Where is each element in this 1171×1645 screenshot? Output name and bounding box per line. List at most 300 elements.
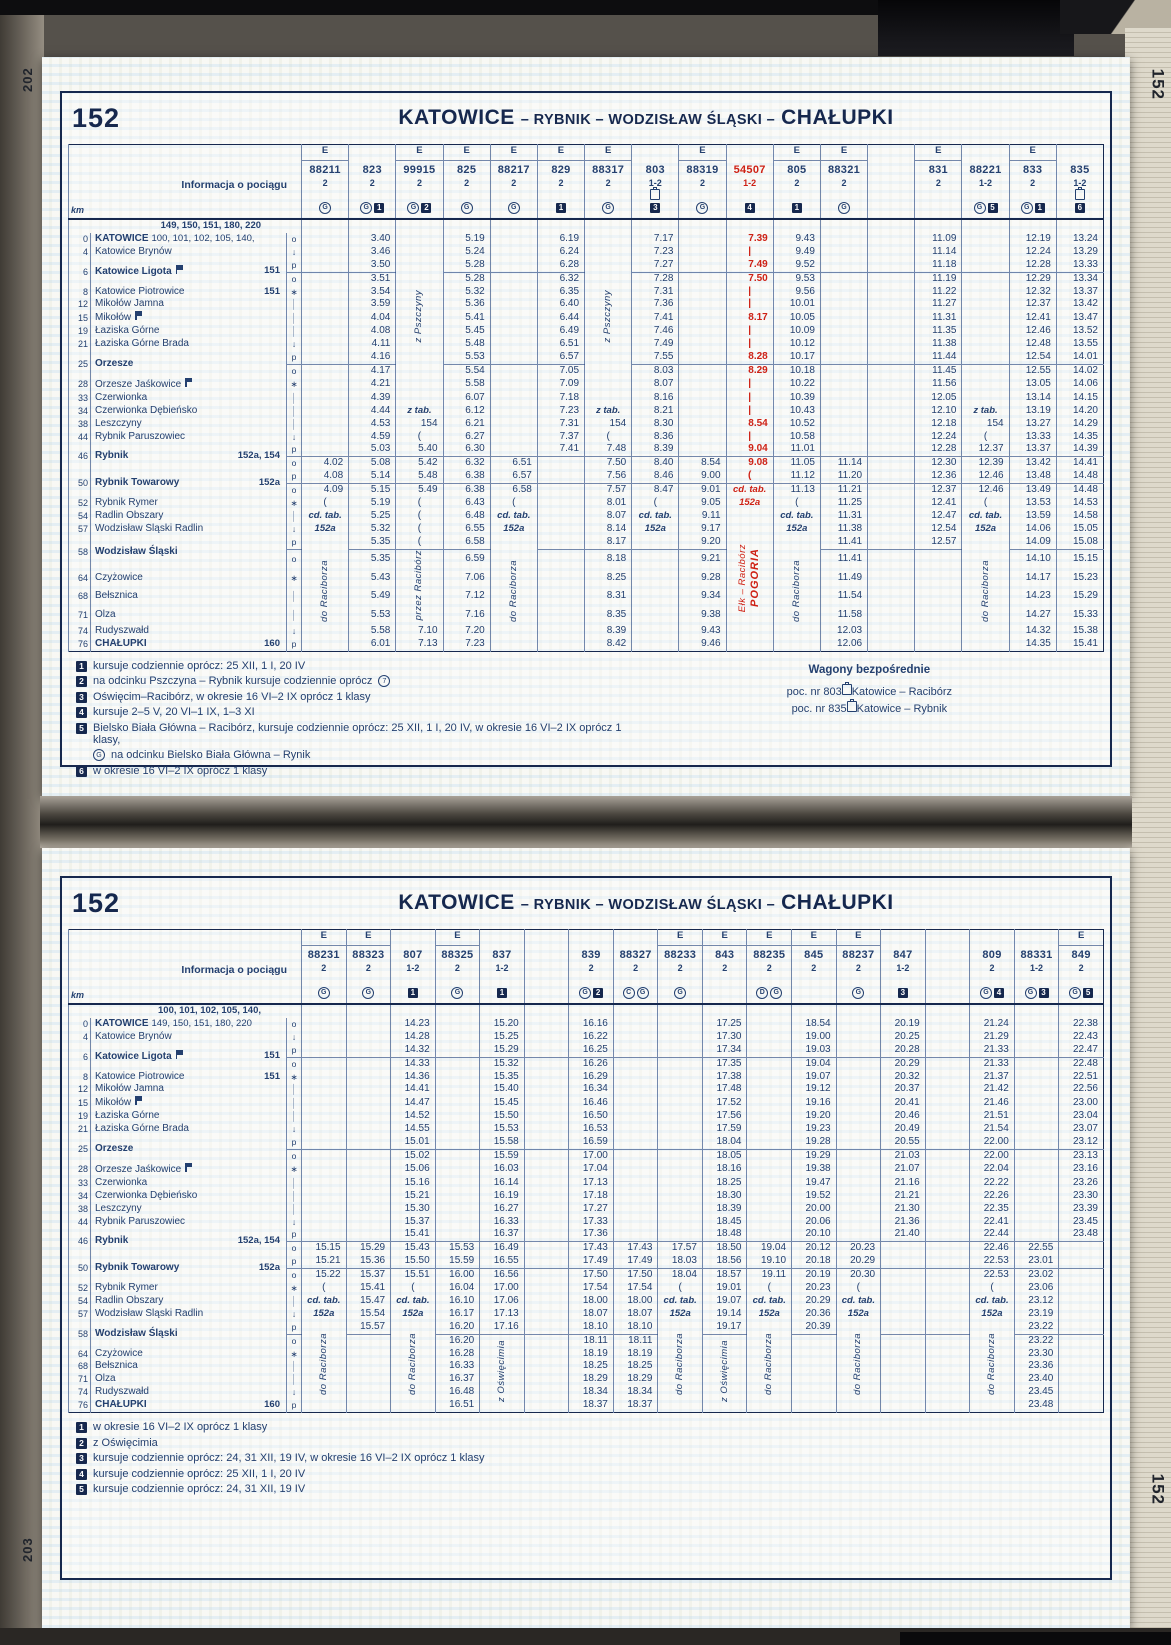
station-row xyxy=(69,1136,1104,1149)
time-cell xyxy=(537,470,584,483)
train-symbols xyxy=(569,986,613,1003)
time-cell xyxy=(302,351,349,364)
time-cell: 6.19 xyxy=(537,233,584,246)
time-cell: 15.37 xyxy=(391,1216,436,1229)
train-symbols xyxy=(1057,201,1103,218)
time-cell: 16.56 xyxy=(480,1269,525,1282)
arrival-departure-mark: o xyxy=(287,272,302,285)
express-marker: E xyxy=(915,145,961,161)
time-cell xyxy=(435,1163,480,1177)
time-cell xyxy=(868,351,915,364)
time-cell: 4.11 xyxy=(349,338,396,351)
time-cell: 19.07 xyxy=(702,1295,747,1308)
time-cell: 20.55 xyxy=(881,1136,926,1149)
station-row xyxy=(69,497,1104,510)
luggage-row xyxy=(585,189,631,201)
station-row xyxy=(69,1348,1104,1361)
time-cell xyxy=(524,1083,569,1096)
time-cell xyxy=(435,1083,480,1096)
time-cell: 7.41 xyxy=(632,311,679,325)
express-marker xyxy=(868,159,914,174)
time-cell: 22.44 xyxy=(970,1228,1015,1241)
time-cell xyxy=(613,1163,658,1177)
arrival-departure-mark xyxy=(287,1373,302,1386)
train-class: 1-2 xyxy=(1073,177,1087,188)
station-cell xyxy=(91,510,287,523)
arrival-departure-mark: ∗ xyxy=(287,569,302,588)
express-marker: E xyxy=(774,145,820,161)
circle-symbol-icon: G xyxy=(461,202,473,214)
train-class: 2 xyxy=(1030,177,1036,188)
continuation-table-ref: 151 xyxy=(264,265,280,277)
station-cell xyxy=(91,298,287,311)
circle-symbol-icon: C xyxy=(623,987,635,999)
time-cell xyxy=(302,325,349,338)
circle-symbol-icon: G xyxy=(93,749,105,761)
circle-symbol-icon: G xyxy=(980,987,992,999)
continuation-note: z Pszczyny xyxy=(602,290,614,343)
route-line-mark: │ xyxy=(291,405,297,416)
top-black-bar xyxy=(0,0,885,15)
timetable-grid xyxy=(68,144,1104,652)
station-name: Czerwionka xyxy=(95,1176,148,1188)
time-cell xyxy=(820,298,867,311)
time-cell: 14.17 xyxy=(1009,569,1056,588)
rotated-note xyxy=(720,1340,730,1402)
time-cell xyxy=(302,1149,347,1162)
train-symbols xyxy=(1059,986,1103,1003)
time-cell xyxy=(679,351,726,364)
train-class: 2 xyxy=(369,177,375,188)
time-cell xyxy=(537,510,584,523)
time-cell: 22.43 xyxy=(1059,1031,1104,1044)
time-cell: 19.52 xyxy=(792,1190,837,1203)
km-cell: 76 xyxy=(69,638,91,651)
route-line-mark: │ xyxy=(291,312,297,323)
time-cell: 8.28 xyxy=(726,351,773,364)
time-cell xyxy=(792,1360,837,1373)
station-row xyxy=(69,587,1104,606)
pass-through-mark: | xyxy=(726,392,773,405)
time-cell: 7.31 xyxy=(632,286,679,299)
pass-through-mark: | xyxy=(726,378,773,392)
footnote-marker-icon: 1 xyxy=(374,203,384,213)
station-name: CHAŁUPKI xyxy=(95,637,147,649)
time-cell xyxy=(1014,1057,1059,1070)
time-cell: 154 xyxy=(396,418,443,431)
continuation-note-cell xyxy=(658,1321,703,1413)
time-cell: 14.58 xyxy=(1056,510,1103,523)
train-symbols xyxy=(658,986,702,1003)
train-symbols xyxy=(727,201,773,218)
time-cell xyxy=(632,625,679,638)
time-cell: 5.48 xyxy=(396,470,443,483)
time-cell: 16.49 xyxy=(480,1242,525,1255)
luggage-row xyxy=(632,189,678,201)
no-stop-mark: ( xyxy=(632,497,679,510)
time-cell xyxy=(925,1399,970,1412)
time-cell xyxy=(658,1057,703,1070)
time-cell: 17.52 xyxy=(702,1096,747,1110)
time-cell xyxy=(915,219,962,233)
arrival-departure-mark xyxy=(287,1295,302,1308)
time-cell: 10.22 xyxy=(773,378,820,392)
circle-symbol-icon: 7 xyxy=(378,675,390,687)
header-row xyxy=(69,145,1104,219)
time-cell: 23.07 xyxy=(1059,1123,1104,1136)
time-cell: 12.41 xyxy=(915,497,962,510)
arrival-departure-mark: ↓ xyxy=(287,1308,302,1321)
time-cell xyxy=(868,443,915,456)
time-cell: 21.33 xyxy=(970,1044,1015,1057)
route-line-mark: │ xyxy=(291,1111,297,1122)
time-cell xyxy=(302,1203,347,1216)
time-cell: 17.27 xyxy=(569,1203,614,1216)
station-cell xyxy=(91,378,287,392)
time-cell xyxy=(747,1044,792,1057)
continuation-table-ref: 160 xyxy=(264,1399,280,1411)
time-cell: 18.45 xyxy=(702,1216,747,1229)
luggage-row xyxy=(962,189,1008,201)
page-202 xyxy=(42,57,1130,796)
through-coaches-block xyxy=(643,660,1096,781)
time-cell: 14.53 xyxy=(1056,497,1103,510)
station-name: Łaziska Górne xyxy=(95,325,160,337)
time-cell xyxy=(490,325,537,338)
time-cell: 19.04 xyxy=(792,1057,837,1070)
express-marker: E xyxy=(792,930,836,946)
time-cell xyxy=(435,1071,480,1084)
circle-symbol-icon: G xyxy=(838,202,850,214)
no-stop-mark: ( xyxy=(658,1282,703,1295)
time-cell xyxy=(490,443,537,456)
arrival-departure-mark: o xyxy=(287,484,302,497)
km-cell: 52 xyxy=(69,497,91,510)
time-cell xyxy=(1059,1334,1104,1347)
time-cell: 16.25 xyxy=(569,1044,614,1057)
station-row xyxy=(69,1216,1104,1229)
time-cell: 14.32 xyxy=(391,1044,436,1057)
time-cell: 9.20 xyxy=(679,536,726,549)
time-cell xyxy=(747,1216,792,1229)
time-cell: 154 xyxy=(962,418,1009,431)
km-cell: 4 xyxy=(69,246,91,259)
time-cell: 14.23 xyxy=(1009,587,1056,606)
time-cell xyxy=(868,536,915,549)
station-amenity-icon xyxy=(135,1096,143,1105)
time-cell xyxy=(1014,1123,1059,1136)
time-cell xyxy=(925,1044,970,1057)
station-name: Olza xyxy=(95,609,116,621)
time-cell xyxy=(490,246,537,259)
table-continuation-note: 152a xyxy=(490,523,537,536)
circle-symbol-icon: G xyxy=(696,202,708,214)
time-cell xyxy=(302,1031,347,1044)
time-cell xyxy=(820,272,867,285)
train-symbols xyxy=(396,201,442,218)
train-number: 803 xyxy=(645,164,665,176)
time-cell xyxy=(925,1334,970,1347)
time-cell: 15.25 xyxy=(480,1031,525,1044)
time-cell: 15.59 xyxy=(435,1255,480,1268)
km-cell: 19 xyxy=(69,325,91,338)
time-cell: 4.59 xyxy=(349,431,396,444)
route-origin: KATOWICE xyxy=(398,106,515,129)
time-cell xyxy=(1059,1308,1104,1321)
time-cell: 18.05 xyxy=(702,1149,747,1162)
time-cell xyxy=(747,1096,792,1110)
continuation-note-cell xyxy=(396,549,443,625)
footnote-marker-icon: 4 xyxy=(76,707,87,718)
time-cell: 14.39 xyxy=(1056,443,1103,456)
time-cell xyxy=(1014,1190,1059,1203)
time-cell: 13.37 xyxy=(1009,443,1056,456)
time-cell xyxy=(435,1149,480,1162)
time-cell: 13.42 xyxy=(1056,298,1103,311)
route-number: 152 xyxy=(72,887,121,918)
luggage-row xyxy=(349,189,395,201)
time-cell: 12.54 xyxy=(915,523,962,536)
time-cell: 19.29 xyxy=(792,1149,837,1162)
luggage-row xyxy=(821,189,867,201)
time-cell: 17.25 xyxy=(702,1018,747,1031)
time-cell xyxy=(962,378,1009,392)
time-cell: 17.16 xyxy=(480,1321,525,1334)
luggage-icon xyxy=(650,189,660,200)
station-name: Katowice Piotrowice xyxy=(95,1070,185,1082)
footnote-marker-icon: 5 xyxy=(76,723,87,734)
time-cell: 11.12 xyxy=(773,470,820,483)
time-cell xyxy=(915,606,962,625)
time-cell xyxy=(881,1386,926,1399)
time-cell xyxy=(747,1031,792,1044)
time-cell: 17.36 xyxy=(569,1228,614,1241)
train-column-header xyxy=(302,145,349,219)
train-number: 839 xyxy=(581,949,601,961)
station-row xyxy=(69,510,1104,523)
page-number-bottom-left: 203 xyxy=(20,1537,35,1562)
continuation-note: z Oświęcimia xyxy=(495,1339,507,1402)
station-cell xyxy=(91,1399,287,1412)
time-cell xyxy=(747,1004,792,1018)
express-marker: E xyxy=(585,145,631,161)
time-cell: 4.17 xyxy=(349,364,396,377)
time-cell xyxy=(881,1004,926,1018)
time-cell: 22.48 xyxy=(1059,1057,1104,1070)
time-cell: 21.29 xyxy=(970,1031,1015,1044)
continuation-note-cell xyxy=(396,233,443,405)
rotated-note xyxy=(497,1340,507,1402)
time-cell xyxy=(962,259,1009,272)
time-cell xyxy=(1014,1228,1059,1241)
luggage-row xyxy=(658,974,702,986)
train-column-header xyxy=(524,930,569,1004)
train-class: 1-2 xyxy=(743,177,757,188)
time-cell xyxy=(836,1123,881,1136)
time-cell xyxy=(302,1228,347,1241)
time-cell: 12.29 xyxy=(1009,272,1056,285)
time-cell xyxy=(820,351,867,364)
route-number: 152 xyxy=(72,102,121,133)
time-cell: 9.01 xyxy=(679,484,726,497)
train-symbols xyxy=(491,201,537,218)
time-cell: 4.04 xyxy=(349,311,396,325)
time-cell: 22.56 xyxy=(1059,1083,1104,1096)
time-cell xyxy=(970,1004,1015,1018)
time-cell: 21.40 xyxy=(881,1228,926,1241)
luggage-row xyxy=(391,974,435,986)
time-cell xyxy=(836,1018,881,1031)
time-cell xyxy=(1014,1083,1059,1096)
km-cell: 54 xyxy=(69,1295,91,1308)
time-cell: 18.07 xyxy=(613,1308,658,1321)
time-cell: 5.19 xyxy=(443,233,490,246)
rotated-note xyxy=(981,560,991,622)
arrival-departure-mark xyxy=(287,510,302,523)
arrival-departure-mark: ↓ xyxy=(287,1386,302,1399)
time-cell: 20.06 xyxy=(792,1216,837,1229)
no-stop-mark: ( xyxy=(490,497,537,510)
time-cell: 18.04 xyxy=(658,1269,703,1282)
footnotes-list xyxy=(76,660,643,781)
time-cell: 5.58 xyxy=(443,378,490,392)
time-cell: 15.02 xyxy=(391,1149,436,1162)
time-cell xyxy=(490,431,537,444)
time-cell: 11.41 xyxy=(820,536,867,549)
time-cell xyxy=(836,1177,881,1190)
no-stop-mark: ( xyxy=(302,497,349,510)
timetable-grid-wrap xyxy=(62,144,1110,652)
train-column-header xyxy=(613,930,658,1004)
time-cell: 12.06 xyxy=(820,638,867,651)
time-cell: 11.13 xyxy=(773,484,820,497)
train-symbols xyxy=(632,201,678,218)
footnote-marker-icon: 1 xyxy=(76,1422,87,1433)
time-cell xyxy=(1009,219,1056,233)
footnote-marker-icon: 2 xyxy=(76,676,87,687)
time-cell xyxy=(747,1203,792,1216)
train-column-header xyxy=(868,145,915,219)
time-cell xyxy=(836,1163,881,1177)
luggage-icon xyxy=(842,684,852,695)
time-cell: 17.04 xyxy=(569,1163,614,1177)
train-symbols xyxy=(1015,986,1059,1003)
time-cell xyxy=(346,1190,391,1203)
time-cell xyxy=(925,1096,970,1110)
luggage-row xyxy=(837,974,881,986)
time-cell: 17.30 xyxy=(702,1031,747,1044)
station-name: Czyżowice xyxy=(95,571,143,583)
time-cell: 21.36 xyxy=(881,1216,926,1229)
station-name: Rybnik Towarowy xyxy=(95,477,180,489)
no-stop-mark: ( xyxy=(396,510,443,523)
time-cell: 7.09 xyxy=(537,378,584,392)
time-cell xyxy=(868,523,915,536)
time-cell xyxy=(836,1044,881,1057)
time-cell xyxy=(962,338,1009,351)
time-cell: 18.34 xyxy=(613,1386,658,1399)
time-cell: 20.29 xyxy=(836,1255,881,1268)
time-cell: 16.26 xyxy=(569,1057,614,1070)
time-cell: 9.43 xyxy=(773,233,820,246)
time-cell: 3.51 xyxy=(349,272,396,285)
train-number: 823 xyxy=(362,164,382,176)
time-cell: 6.32 xyxy=(537,272,584,285)
luggage-row xyxy=(1010,189,1056,201)
time-cell xyxy=(435,1190,480,1203)
time-cell xyxy=(881,1308,926,1321)
time-cell: 8.42 xyxy=(585,638,632,651)
time-cell: 15.37 xyxy=(346,1269,391,1282)
time-cell: 8.29 xyxy=(726,364,773,377)
station-name: Orzesze xyxy=(95,358,134,370)
train-number: 809 xyxy=(982,949,1002,961)
station-row xyxy=(69,405,1104,418)
station-name: Rybnik Rymer xyxy=(95,1282,158,1294)
time-cell: 8.47 xyxy=(632,484,679,497)
time-cell xyxy=(537,523,584,536)
time-cell: 18.11 xyxy=(613,1334,658,1347)
time-cell: 19.38 xyxy=(792,1163,837,1177)
time-cell xyxy=(613,1216,658,1229)
continuation-note-cell xyxy=(585,233,632,405)
time-cell xyxy=(524,1216,569,1229)
header-row xyxy=(69,930,1104,1004)
footnote-text: w okresie 16 VI–2 IX oprócz 1 klasy xyxy=(93,764,268,777)
no-stop-mark: ( xyxy=(747,1282,792,1295)
train-column-header xyxy=(1009,145,1056,219)
time-cell: 11.05 xyxy=(773,457,820,470)
time-cell: 7.37 xyxy=(537,431,584,444)
station-cell xyxy=(91,625,287,638)
station-row xyxy=(69,1044,1104,1057)
time-cell xyxy=(868,431,915,444)
train-symbols xyxy=(962,201,1008,218)
station-cell xyxy=(91,1163,287,1177)
train-number: 829 xyxy=(551,164,571,176)
km-cell: 58 xyxy=(69,536,91,569)
time-cell xyxy=(820,311,867,325)
time-cell xyxy=(490,259,537,272)
footnote xyxy=(76,675,643,687)
train-symbols xyxy=(349,201,395,218)
time-cell xyxy=(613,1083,658,1096)
time-cell: 5.14 xyxy=(349,470,396,483)
time-cell xyxy=(925,1004,970,1018)
time-cell xyxy=(792,1334,837,1347)
continuation-note: do Raciborza xyxy=(852,1332,864,1395)
time-cell xyxy=(302,392,349,405)
time-cell: 11.45 xyxy=(915,364,962,377)
time-cell xyxy=(747,1163,792,1177)
time-cell xyxy=(1059,1360,1104,1373)
station-name: Wodzisław Śląski Radlin xyxy=(95,522,204,534)
time-cell xyxy=(632,536,679,549)
train-symbols xyxy=(1010,201,1056,218)
train-class: 2 xyxy=(558,177,564,188)
time-cell: 11.54 xyxy=(820,587,867,606)
rotated-note xyxy=(603,290,613,343)
arrival-departure-mark xyxy=(287,392,302,405)
time-cell: 8.31 xyxy=(585,587,632,606)
train-column-header xyxy=(836,930,881,1004)
time-cell: 23.19 xyxy=(1014,1308,1059,1321)
station-row xyxy=(69,1228,1104,1241)
time-cell: 15.20 xyxy=(480,1018,525,1031)
train-symbols xyxy=(538,201,584,218)
time-cell: 15.58 xyxy=(480,1136,525,1149)
time-cell: 6.51 xyxy=(537,338,584,351)
